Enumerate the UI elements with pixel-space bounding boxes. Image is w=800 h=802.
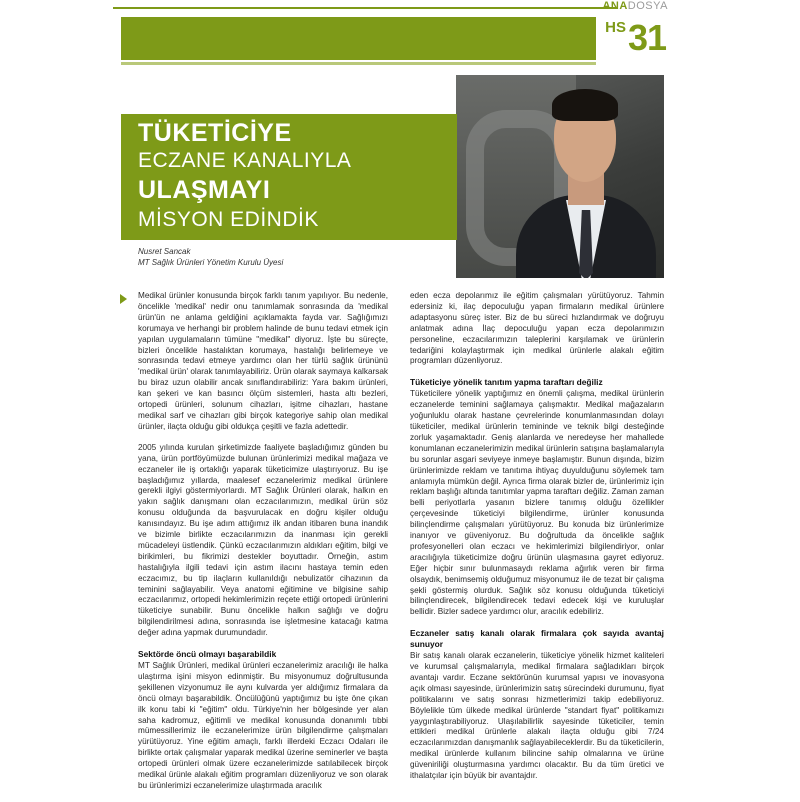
magazine-page (113, 0, 668, 800)
section-label-ana: ANA (602, 0, 628, 12)
photo-hair (552, 89, 618, 121)
section-label (602, 0, 668, 12)
headline-line-4: MİSYON EDİNDİK (138, 208, 319, 231)
page-number (605, 17, 666, 58)
header-stripe (121, 62, 596, 65)
subheading: Sektörde öncü olmayı başarabildik (138, 649, 277, 660)
paragraph: Medikal ürünler konusunda birçok farklı tanım yapılıyor. Bu nedenle, öncelikle 'medikal' nedir onu tanımlamak sonrasında da 'medikal ürün'ün ne anlama geldiğini açıklamakta fayda var. Sağlığımızı korumaya ve herhangi bir problem halinde de bunu tedavi etmek için yapılan uygulamaların tümüne "medikal" diyoruz. İşte bu süreçte, bizleri öncelikle hastalıktan korumaya, hastalığı belirlemeye ve sonrasında tedavi etmeye yardımcı olan her türlü sağlık ürününü 'medikal ürün' olarak tanımlayabiliriz. Ürün olarak saymaya kalkarsak bu biraz uzun olabilir ancak sınıflandırabiliriz: Yara bakım ürünleri, kan şekeri ve kan basıncı ölçüm sistemleri, hasta altı bezleri, ortopedi ürünleri, solunum cihazları, işitme cihazları, hastane medikal sarf ve cihazları gibi birçok kategoriye sahip olan medikal ürünler, ilaçta olduğu gibi oldukça çeşitli ve fazla adettedir. (138, 291, 388, 431)
article-column-left (138, 291, 388, 802)
author-byline (138, 246, 283, 268)
subheading: Eczaneler satış kanalı olarak firmalara çok sayıda avantaj sunuyor (410, 628, 664, 650)
page-number-value: 31 (627, 17, 666, 58)
article-column-right (410, 291, 664, 792)
headline-line-1: TÜKETİCİYE (138, 119, 292, 147)
paragraph: 2005 yılında kurulan şirketimizde faaliyete başladığımız günden bu yana, ürün portföyümüzde bulunan ürünlerimizi medikal mağaza ve eczaneler ile iş ortaklığı yaparak tüketicimize ulaştırıyoruz. Bu işe başladığımız yıllarda, maalesef eczanelerimiz medikal ürünlere gerekli ilgiyi göstermiyorlardı. MT Sağlık Ürünleri olarak, halkın en yakın sağlık danışmanı olan eczacılarımızın, medikal ürün söz konusu olduğunda da başvurulacak en doğru kişiler olduğu kanısındayız. Bu işe adım attığımız ilk andan itibaren buna inandık ve bizimle birlikte eczacılarımızın da inanması için gerekli mücadeleyi üstlendik. Çünkü eczacılarımızın aldıkları eğitim, bilgi ve birikimleri, bu fikrimizi destekler boyuttadır. Örneğin, astım hastalığıyla ilgili tedavi için astım ilacını hastaya temin eden eczacımız, bu tip ilaçların kullanıldığı nebulizatör cihazının da teminini sağlayabilir. Veya anatomi eğitimine ve bilgisine sahip eczacılarımız, ortopedi hekimlerimizin reçete ettiği ortopedi ürünlerini tüketiciye sunabilir. Bunu öncelikle halkın sağlığı ve doğru bilgilendirilmesi adına, sonrasında ise işletmesine katacağı katma değer adına yapmak durumundadır. (138, 442, 388, 638)
headline-line-3: ULAŞMAYI (138, 176, 271, 204)
page-number-prefix: HS (605, 19, 626, 36)
subheading: Tüketiciye yönelik tanıtım yapma taraftarı değiliz (410, 377, 603, 388)
header-rule (113, 7, 618, 9)
headline-line-2: ECZANE KANALIYLA (138, 149, 352, 172)
article-start-arrow-icon (120, 294, 127, 304)
paragraph: eden ecza depolarımız ile eğitim çalışmaları yürütüyoruz. Tahmin edersiniz ki, ilaç depoculuğu yapan firmaların medikal ürünlere adaptasyonu süreç ister. Biz de bu süreci hızlandırmak ve doğruyu anlatmak adına İlaç depoculuğu yapan ecza depolarımızın personeline, eczacılarımızın taleplerini karşılamak ve ürünlerin tedariğini kolaylaştırmak için medikal ürünlerle alakalı eğitim programları düzenliyoruz. (410, 291, 664, 366)
paragraph: Bir satış kanalı olarak eczanelerin, tüketiciye yönelik hizmet kaliteleri ve kurumsal çalışmalarıyla, medikal firmalara sağladıkları birçok avantajı vardır. Eczane sektörünün kurumsal yapısı ve inovasyona açık olması sayesinde, ürünlerimizin satış sürecindeki durumunu, fiyat politikalarını ve satış sonrası hizmetlerimizi takip edebiliyoruz. Böylelikle tüm ülkede medikal ürünlerde "standart fiyat" politikamızı yaygınlaştırabiliyoruz. Ulaşılabilirlik sayesinde tüketiciler, temin ettikleri medikal ürünlerle alakalı ilaçta olduğu gibi 7/24 eczacılarımızdan danışmanlık sağlayabileceklerdir. Bu da tüketicilerin, medikal ürünlerde kullanım bilincine sahip olmalarına ve ürüne güveniriliği oluşturmasına yardımcı olacaktır. Bu da tüm üretici ve ithalatçılar için büyük bir avantajdır. (410, 651, 664, 781)
paragraph: MT Sağlık Ürünleri, medikal ürünleri eczanelerimiz aracılığı ile halka ulaştırma işini misyon edinmiştir. Bu misyonumuz doğrultusunda şekillenen vizyonumuz ile aynı kulvarda yer aldığımız firmalara da öncü olmayı başarabildik. Öncülüğünü yaptığımız bu işte öne çıkan ilk konu tabi ki "eğitim" oldu. Türkiye'nin her bölgesinde yer alan saha kadromuz, eğitimli ve medikal konusunda donanımlı tıbbi mümessillerimiz ile eczanelerimize ürün bilgilendirme çalışmaları yürütüyoruz. Yine eğitim amaçlı, farklı illerdeki Eczacı Odaları ile birlikte ortak çalışmalar yaparak medikal üzerine seminerler ve başta ortopedi ürünleri olmak üzere eczanelerimizde satılabilecek birçok medikal ürünle alakalı eğitim programları düzenliyoruz ve son olarak bu ürünlerimizi eczanelerimize ulaştırmada aracılık (138, 661, 388, 790)
author-role: MT Sağlık Ürünleri Yönetim Kurulu Üyesi (138, 258, 284, 267)
author-photo (456, 75, 664, 278)
paragraph: Tüketicilere yönelik yaptığımız en önemli çalışma, medikal ürünlerin eczanelerde teminini sağlamaya çalışmaktır. Medikal mağazaların yoğunluklu olarak hastane çevrelerinde konumlanmasından dolayı tüketiciler, medikal ürünlerin temininde ve teknik bilgi desteğinde zorluk yaşamaktadır. Geniş alanlarda ve neredeyse her mahallede konumlanan eczanelerimizin medikal ürünlerin satışına başlamalarıyla bu sorunlar asgari seviyeye inmeye başlamıştır. Bunun dışında, bizim ürünlerimizde reklam ve tanıtıma ihtiyaç duyulduğunu söylemek tam anlamıyla mümkün değil. Ayrıca firma olarak bizler de, ürünlerimiz için reklam başlığı altında tanıtımlar yapma taraftarı değiliz. Zaman zaman belli periyotlarla yasanın bizlere tanımış olduğu özellikler çerçevesinde tüketiciyi bilgilendirme, ürünler konusunda bilinçlendirme çalışmaları yürütüyoruz. Bu konuda biz ürünlerimize inanıyor ve güveniyoruz. Bu doğrultuda da öncelikle sağlık profesyonelleri olan eczacı ve hekimlerimizi bilgilendiriyor, onlar aracılığıyla tüketicimize doğru ürünün ulaşmasına gayret ediyoruz. Eğer hiçbir sınır bulunmasaydı reklama ağırlık veren bir firma olsaydık, benimsemiş olduğumuz misyonumuz ile de tezat bir çalışma şekli göstermiş olurduk. Sağlık söz konusu olduğunda tüketiciyi bilinçlendirecek, bilgilendirecek tedavi edecek kişi ve kuruluşlar bellidir. Bizler sadece yardımcı olur, aracılık edebiliriz. (410, 389, 664, 617)
author-name: Nusret Sancak (138, 247, 191, 256)
header-green-bar (121, 17, 596, 60)
section-label-dosya: DOSYA (627, 0, 668, 12)
